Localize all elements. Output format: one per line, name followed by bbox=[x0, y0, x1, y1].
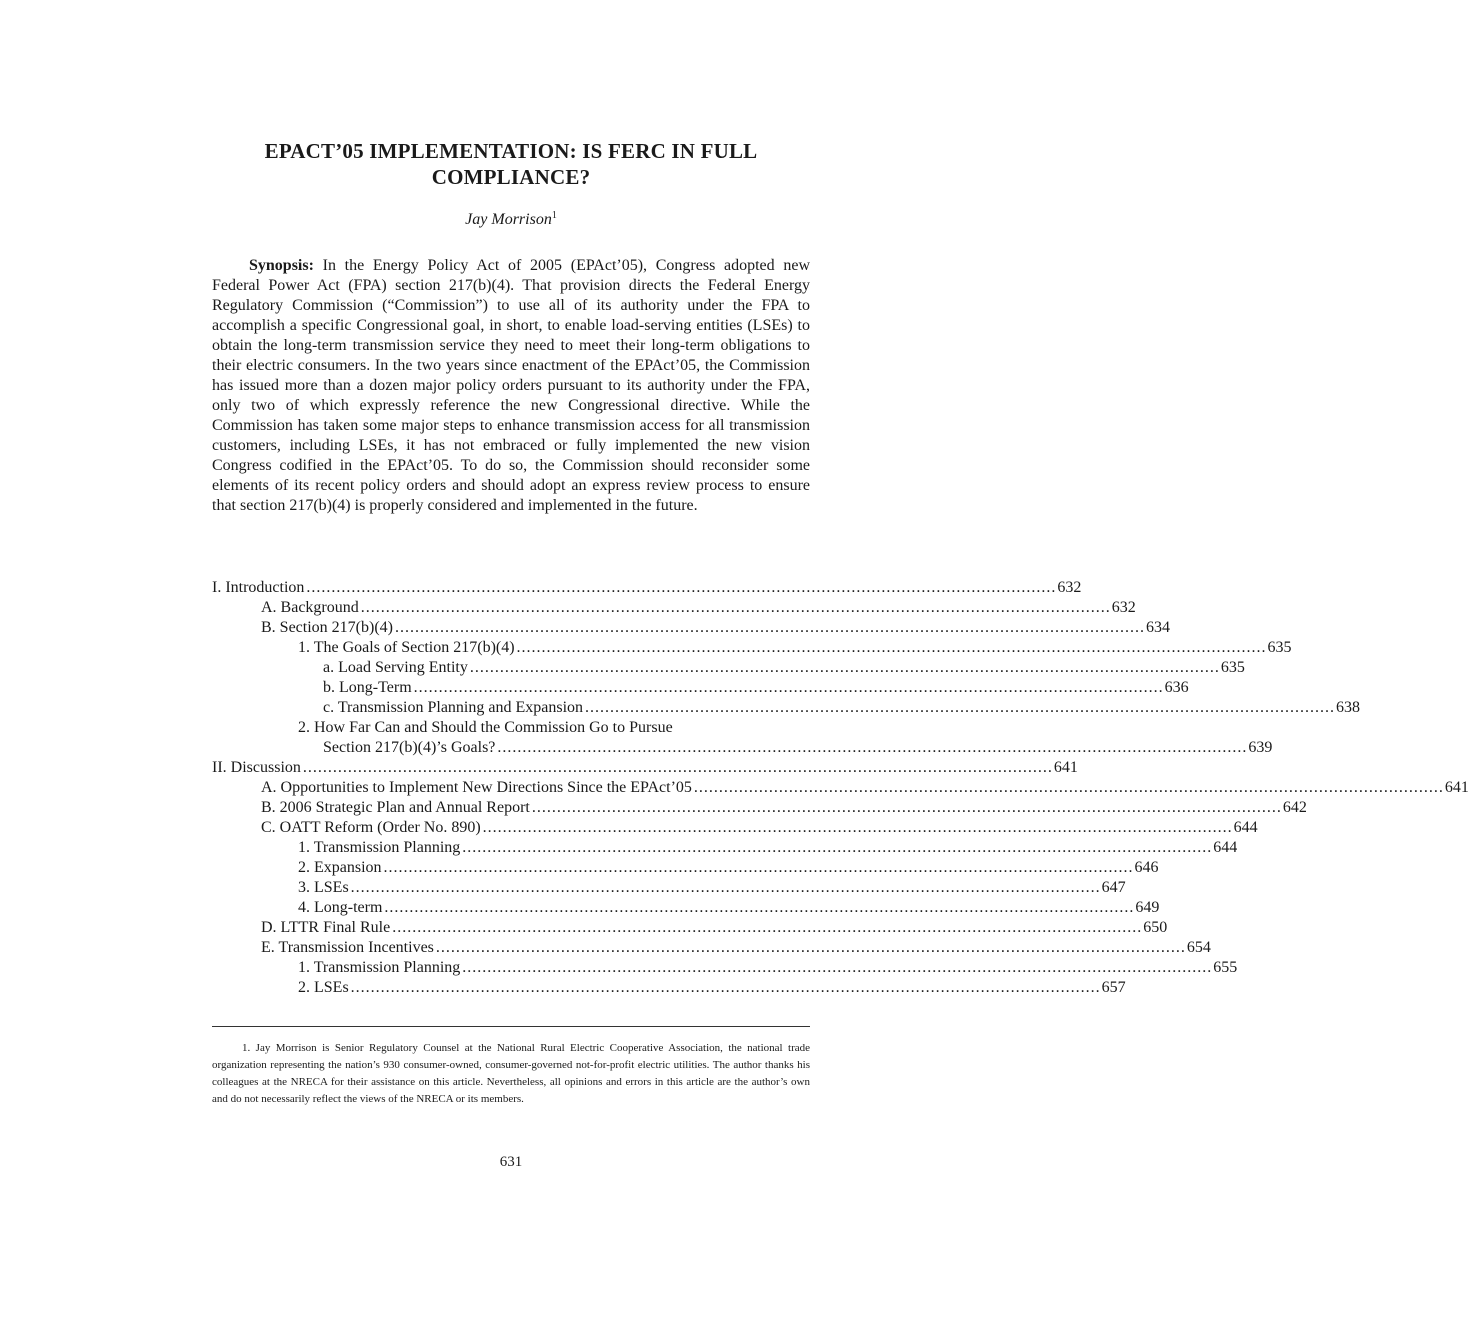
toc-entry: A. Opportunities to Implement New Directions Since the EPAct’05 ...................................................................................................................................................... 641 bbox=[261, 779, 1469, 796]
toc-entry: 1. The Goals of Section 217(b)(4) ...................................................................................................................................................... 635 bbox=[298, 639, 1292, 656]
synopsis-text: In the Energy Policy Act of 2005 (EPAct’05), Congress adopted new Federal Power Act (FPA) section 217(b)(4). That provision directs the Federal Energy Regulatory Commission (“Commission”) to use all of its authority under the FPA to accomplish a specific Congressional goal, in short, to enable load-serving entities (LSEs) to obtain the long-term transmission service they need to meet their long-term obligations to their electric consumers. In the two years since enactment of the EPAct’05, the Commission has issued more than a dozen major policy orders pursuant to its authority under the FPA, only two of which expressly reference the new Congressional directive. While the Commission has taken some major steps to enhance transmission access for all transmission customers, including LSEs, it has not embraced or fully implemented the new vision Congress codified in the EPAct’05. To do so, the Commission should reconsider some elements of its recent policy orders and should adopt an express review process to ensure that section 217(b)(4) is properly considered and implemented in the future. bbox=[212, 257, 810, 514]
author-byline bbox=[212, 210, 810, 229]
toc-entry: B. 2006 Strategic Plan and Annual Report ...................................................................................................................................................... 642 bbox=[261, 799, 1307, 816]
synopsis-paragraph bbox=[212, 256, 810, 516]
title-line-1: EPACT’05 IMPLEMENTATION: IS FERC IN FULL bbox=[264, 139, 758, 163]
toc-entry: 2. Expansion ...................................................................................................................................................... 646 bbox=[298, 859, 1159, 876]
toc-entry: B. Section 217(b)(4) ...................................................................................................................................................... 634 bbox=[261, 619, 1170, 636]
toc-entry: 3. LSEs ...................................................................................................................................................... 647 bbox=[298, 879, 1126, 896]
toc-entry: A. Background ...................................................................................................................................................... 632 bbox=[261, 599, 1136, 616]
synopsis-label: Synopsis: bbox=[249, 257, 314, 274]
footnote-separator bbox=[212, 1026, 810, 1027]
toc-entry: II. Discussion ...................................................................................................................................................... 641 bbox=[212, 759, 1078, 776]
toc-entry: E. Transmission Incentives ...................................................................................................................................................... 654 bbox=[261, 939, 1211, 956]
toc-entry: 1. Transmission Planning ...................................................................................................................................................... 655 bbox=[298, 959, 1238, 976]
toc-entry: I. Introduction ...................................................................................................................................................... 632 bbox=[212, 579, 1082, 596]
page-number: 631 bbox=[499, 1154, 523, 1170]
toc-entry: a. Load Serving Entity ...................................................................................................................................................... 635 bbox=[323, 659, 1245, 676]
toc-entry: 4. Long-term ...................................................................................................................................................... 649 bbox=[298, 899, 1160, 916]
toc-entry: c. Transmission Planning and Expansion ...................................................................................................................................................... 638 bbox=[323, 699, 1361, 716]
toc-entry: Section 217(b)(4)’s Goals? ...................................................................................................................................................... 639 bbox=[323, 739, 1273, 756]
title-line-2: COMPLIANCE? bbox=[431, 165, 591, 189]
author-name: Jay Morrison bbox=[465, 211, 552, 228]
toc-entry: C. OATT Reform (Order No. 890) ...................................................................................................................................................... 644 bbox=[261, 819, 1258, 836]
toc-entry: 2. LSEs ...................................................................................................................................................... 657 bbox=[298, 979, 1126, 996]
table-of-contents bbox=[212, 578, 1469, 998]
footnote-1: 1. Jay Morrison is Senior Regulatory Counsel at the National Rural Electric Cooperative Association, the national trade organization representing the nation’s 930 consumer-owned, consumer-governed not-for-profit electric utilities. The author thanks his colleagues at the NRECA for their assistance on this article. Nevertheless, all opinions and errors in this article are the author’s own and do not necessarily reflect the views of the NRECA or its members. bbox=[212, 1042, 810, 1105]
author-footnote-marker: 1 bbox=[551, 210, 557, 221]
toc-entry: b. Long-Term ...................................................................................................................................................... 636 bbox=[323, 679, 1189, 696]
toc-entry: D. LTTR Final Rule ...................................................................................................................................................... 650 bbox=[261, 919, 1168, 936]
toc-entry: 2. How Far Can and Should the Commission Go to Pursue bbox=[298, 719, 673, 736]
article-title bbox=[212, 138, 810, 190]
toc-entry: 1. Transmission Planning ...................................................................................................................................................... 644 bbox=[298, 839, 1238, 856]
